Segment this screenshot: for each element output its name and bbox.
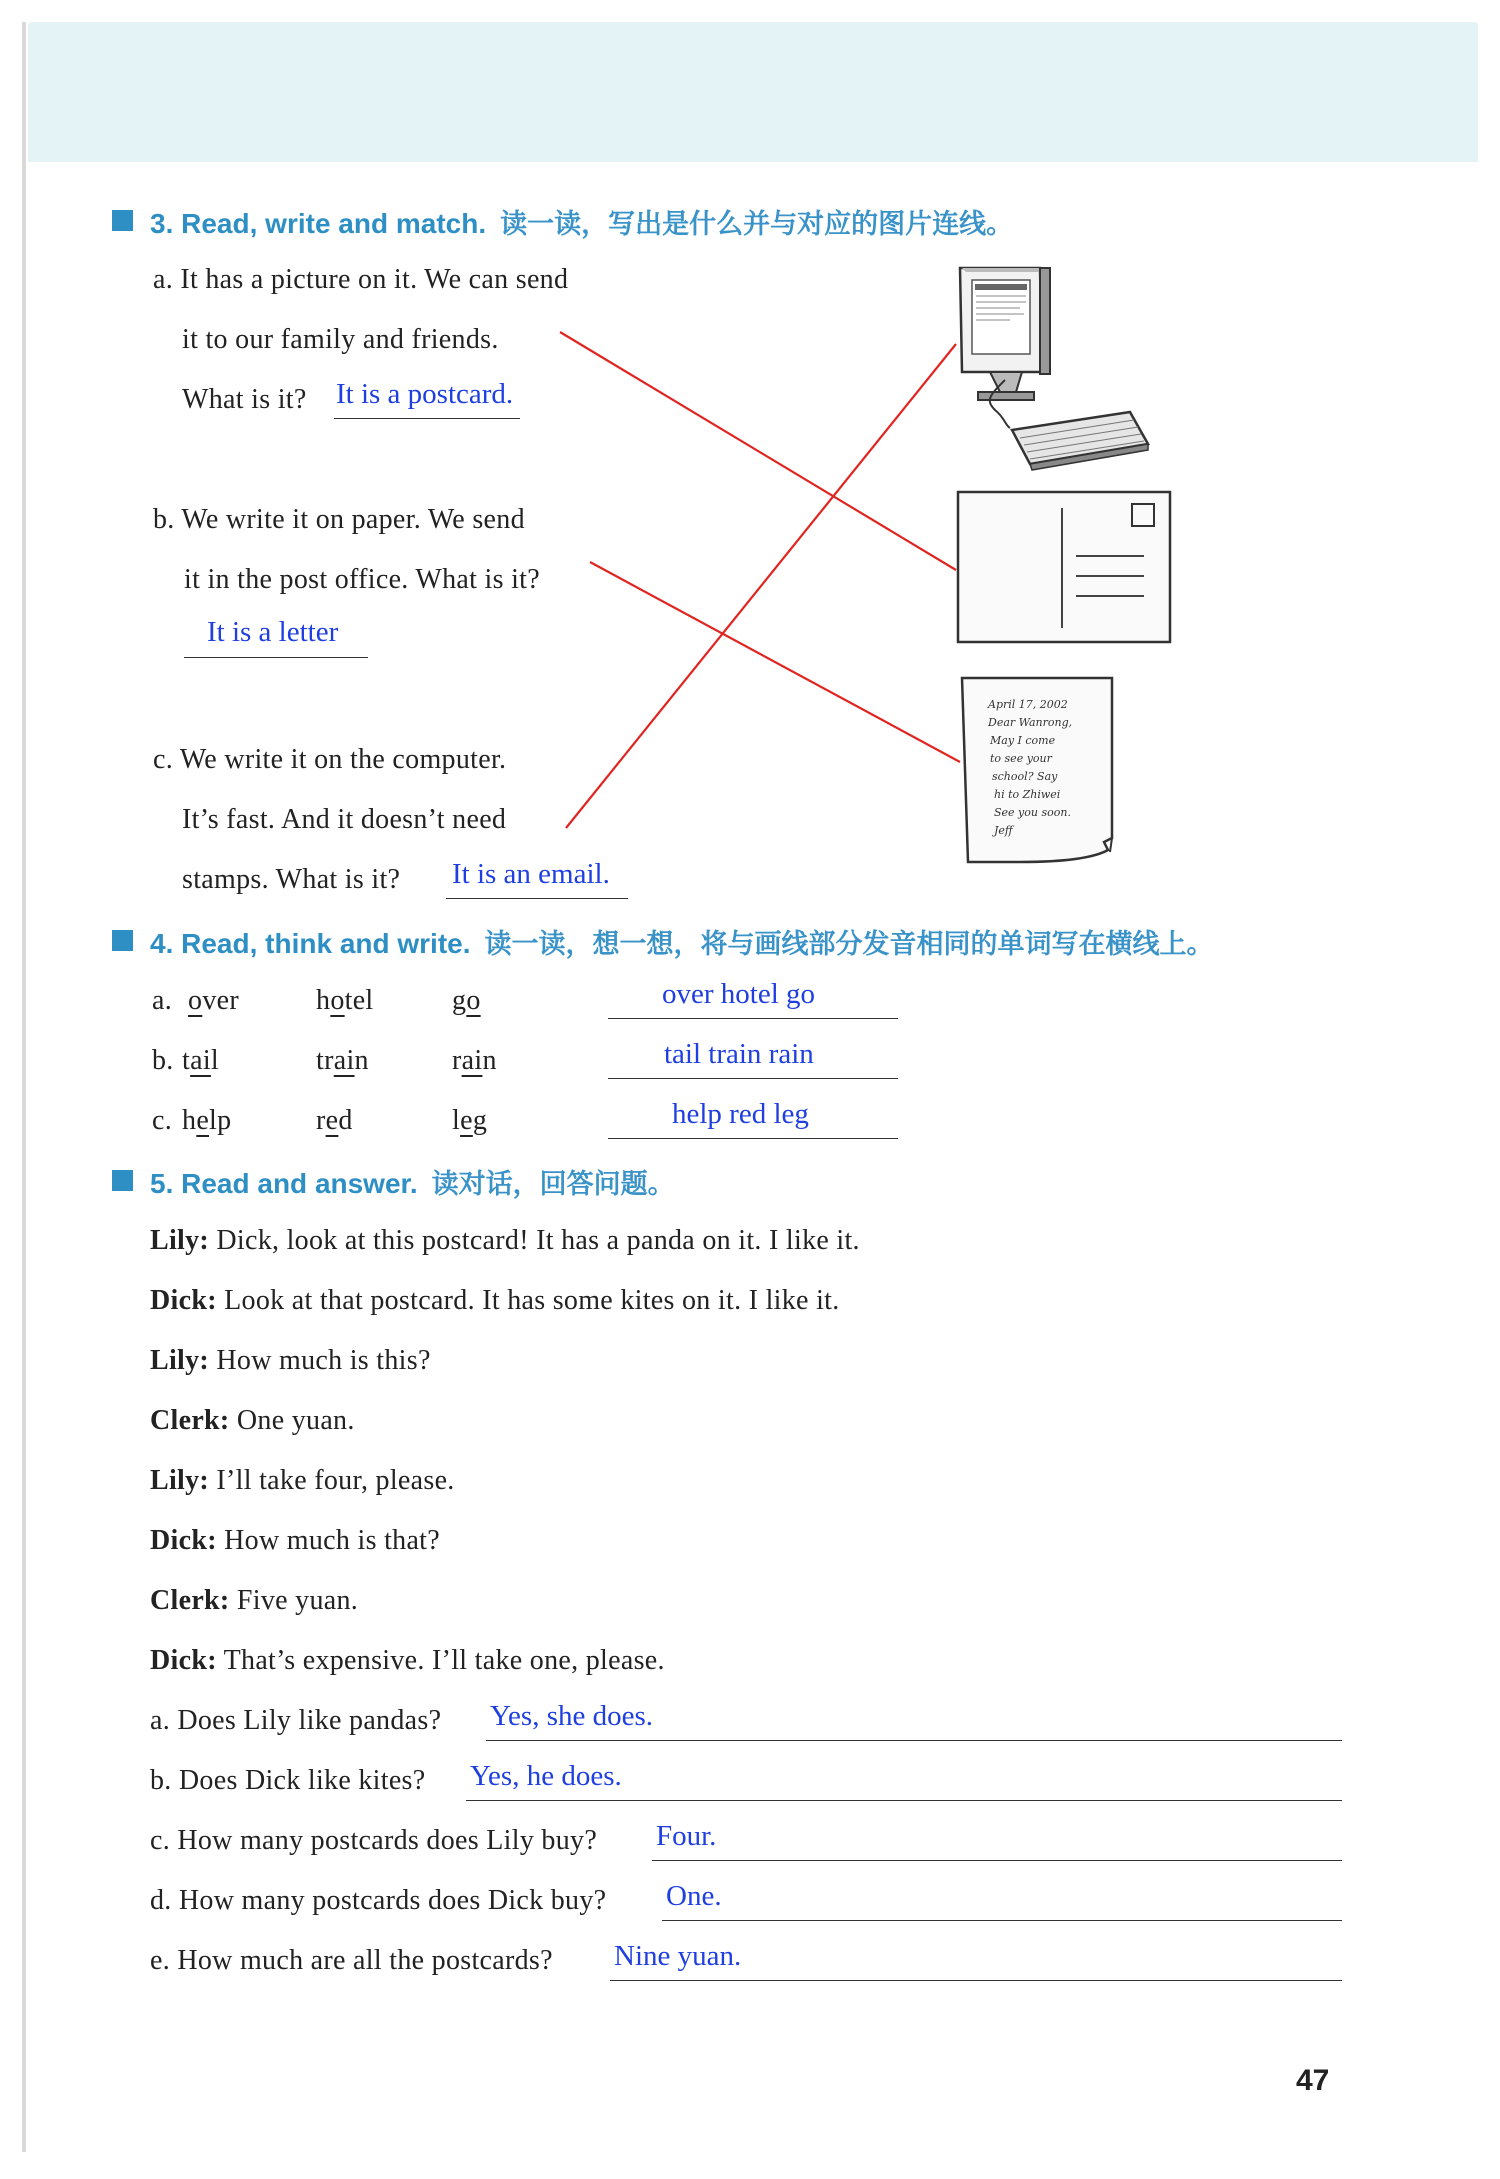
s4-row-a-word3: go [452,985,481,1016]
letter-line-7: See you soon. [994,806,1071,819]
section3-title: 3. Read, write and match. [150,208,487,239]
answer-d-line [662,1920,1342,1921]
s3a-answer: It is a postcard. [336,378,514,410]
s4-row-a-answer-line [608,1018,898,1019]
s3a-line2: it to our family and friends. [182,324,499,355]
s4-row-b-word2: train [316,1045,369,1076]
s4-row-a-word1: over [188,985,239,1016]
question-e: e. How much are all the postcards? [150,1945,553,1976]
s3c-line3: stamps. What is it? [182,864,401,895]
s4-row-c-label: c. [152,1105,173,1136]
s3b-line2: it in the post office. What is it? [184,564,540,595]
dialogue-line: Dick: That’s expensive. I’ll take one, please. [150,1645,665,1676]
section3-title-cn: 读一读，写出是什么并与对应的图片连线。 [500,209,1014,240]
answer-e: Nine yuan. [614,1940,742,1972]
letter-line-5: school? Say [992,770,1058,783]
section3-pictures [0,0,1500,900]
s3c-line1: c. We write it on the computer. [153,744,507,775]
s4-row-c-word3: leg [452,1105,488,1136]
section4-marker-icon [112,930,133,951]
s3c-line2: It’s fast. And it doesn’t need [182,804,507,835]
s4-row-a-word2: hotel [316,985,374,1016]
match-line-c-computer [566,344,956,828]
dialogue-line: Lily: I’ll take four, please. [150,1465,455,1496]
answer-e-line [610,1980,1342,1981]
section5-title: 5. Read and answer. [150,1168,418,1199]
s3a-line3: What is it? [182,384,307,415]
page-number: 47 [1296,2064,1330,2097]
answer-c: Four. [656,1820,717,1852]
s4-row-a-answer: over hotel go [662,978,816,1010]
s3a-line1: a. It has a picture on it. We can send [153,264,569,295]
letter-line-8: Jeff [994,824,1013,837]
question-d: d. How many postcards does Dick buy? [150,1885,607,1916]
s3b-answer: It is a letter [207,616,339,648]
postcard-icon [958,492,1170,642]
letter-line-4: to see your [990,752,1052,765]
answer-d: One. [666,1880,722,1912]
section5-marker-icon [112,1170,133,1191]
letter-line-1: April 17, 2002 [988,698,1068,711]
s4-row-c-answer: help red leg [672,1098,809,1130]
s4-row-b-label: b. [152,1045,174,1076]
dialogue-line: Clerk: One yuan. [150,1405,355,1436]
dialogue-line: Dick: How much is that? [150,1525,440,1556]
s4-row-b-word3: rain [452,1045,497,1076]
s4-row-c-word2: red [316,1105,353,1136]
match-lines [560,332,960,828]
dialogue-line: Dick: Look at that postcard. It has some kites on it. I like it. [150,1285,840,1316]
section5-heading [150,1162,675,1201]
match-line-a-postcard [560,332,956,570]
letter-line-3: May I come [990,734,1056,747]
dialogue-line: Lily: Dick, look at this postcard! It has a panda on it. I like it. [150,1225,860,1256]
answer-a: Yes, she does. [490,1700,654,1732]
letter-icon [962,678,1112,862]
dialogue-line: Clerk: Five yuan. [150,1585,359,1616]
s4-row-b-answer: tail train rain [664,1038,814,1070]
answer-b-line [466,1800,1342,1801]
section4-title: 4. Read, think and write. [150,928,471,959]
answer-c-line [652,1860,1342,1861]
letter-line-6: hi to Zhiwei [994,788,1061,801]
section5-title-cn: 读对话，回答问题。 [431,1169,675,1200]
section4-title-cn: 读一读，想一想，将与画线部分发音相同的单词写在横线上。 [484,929,1214,960]
match-line-b-letter [590,562,960,762]
s3b-line1: b. We write it on paper. We send [153,504,525,535]
question-a: a. Does Lily like pandas? [150,1705,442,1736]
question-c: c. How many postcards does Lily buy? [150,1825,598,1856]
s4-row-c-answer-line [608,1138,898,1139]
s3c-answer: It is an email. [452,858,610,890]
answer-b: Yes, he does. [470,1760,622,1792]
s4-row-a-label: a. [152,985,173,1016]
computer-icon [960,268,1148,470]
section4-heading [150,922,1214,961]
question-b: b. Does Dick like kites? [150,1765,426,1796]
s4-row-c-word1: help [182,1105,232,1136]
s4-row-b-word1: tail [182,1045,219,1076]
answer-a-line [486,1740,1342,1741]
letter-line-2: Dear Wanrong, [988,716,1073,729]
s4-row-b-answer-line [608,1078,898,1079]
dialogue-line: Lily: How much is this? [150,1345,431,1376]
